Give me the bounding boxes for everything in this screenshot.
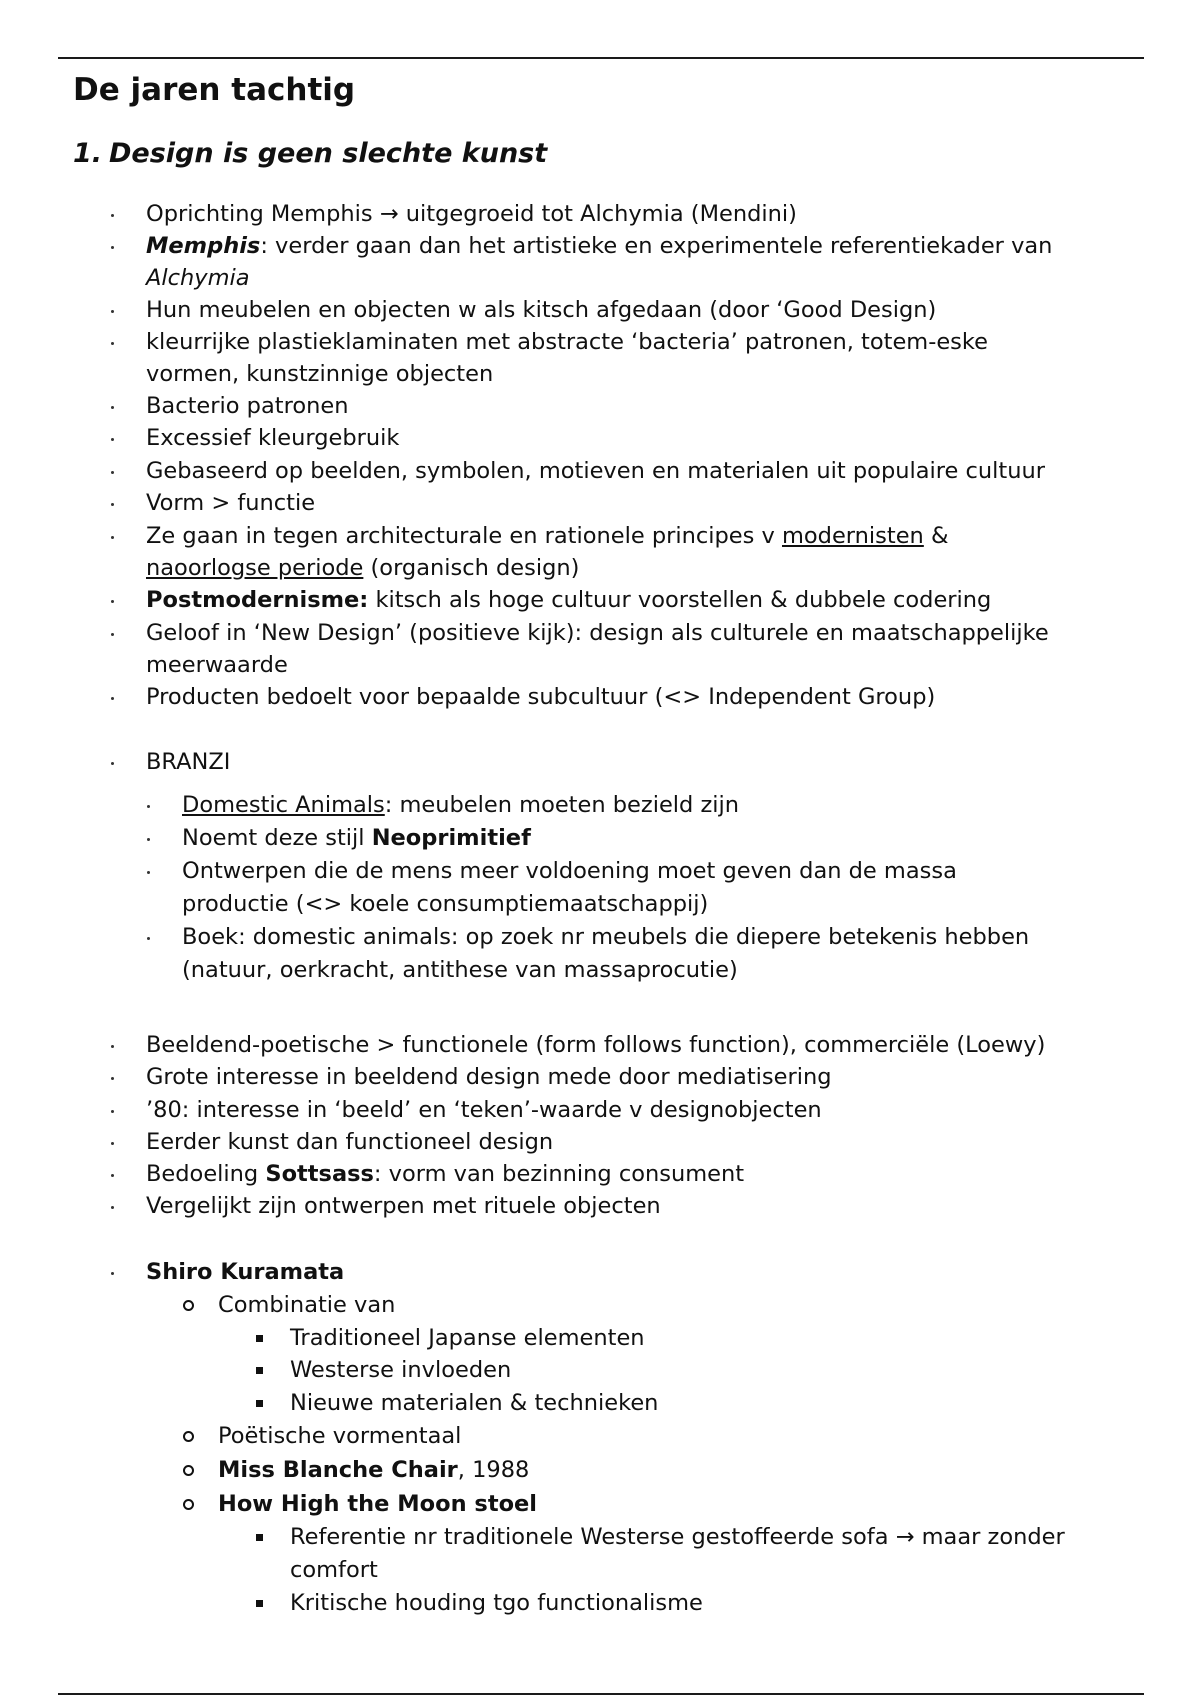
bullet-dot xyxy=(147,871,150,874)
sub-sub-list-item: Kritische houding tgo functionalisme xyxy=(290,1590,703,1616)
list-item xyxy=(146,230,1052,262)
square-bullet xyxy=(256,1400,263,1407)
list-item-continuation xyxy=(146,552,579,584)
bullet-dot xyxy=(111,310,114,313)
bottom-rule xyxy=(58,1693,1144,1695)
list-item-text: kitsch als hoge cultuur voorstellen & dubbele codering xyxy=(368,587,992,613)
list-item: Grote interesse in beeldend design mede door mediatisering xyxy=(146,1064,832,1090)
sub-list-item: Poëtische vormentaal xyxy=(218,1423,462,1449)
bullet-dot xyxy=(111,536,114,539)
list-item-text: Bedoeling xyxy=(146,1161,266,1187)
bullet-dot xyxy=(111,503,114,506)
circle-bullet xyxy=(183,1300,194,1311)
bullet-dot xyxy=(111,1272,114,1275)
term-neoprimitief: Neoprimitief xyxy=(371,825,531,851)
list-item xyxy=(146,1158,744,1190)
list-item xyxy=(146,520,949,552)
term-domestic-animals: Domestic Animals xyxy=(182,792,385,818)
bullet-dot xyxy=(111,633,114,636)
square-bullet xyxy=(256,1600,263,1607)
list-item: Excessief kleurgebruik xyxy=(146,425,400,451)
bullet-dot xyxy=(111,1045,114,1048)
bullet-dot xyxy=(111,600,114,603)
list-item-continuation: Alchymia xyxy=(146,265,250,291)
sub-list-item: Combinatie van xyxy=(218,1292,396,1318)
term-miss-blanche-chair: Miss Blanche Chair xyxy=(218,1457,458,1483)
bullet-dot xyxy=(111,762,114,765)
sub-list-item: Boek: domestic animals: op zoek nr meubels die diepere betekenis hebben xyxy=(182,924,1030,950)
list-item: Geloof in ‘New Design’ (positieve kijk): design als culturele en maatschappelijke xyxy=(146,620,1049,646)
list-item: Eerder kunst dan functioneel design xyxy=(146,1129,554,1155)
list-item-continuation: vormen, kunstzinnige objecten xyxy=(146,361,494,387)
list-item: Oprichting Memphis → uitgegroeid tot Alchymia (Mendini) xyxy=(146,201,797,227)
bullet-dot xyxy=(111,471,114,474)
bullet-dot xyxy=(111,406,114,409)
circle-bullet xyxy=(183,1465,194,1476)
bullet-dot xyxy=(111,1206,114,1209)
top-rule xyxy=(58,57,1144,59)
list-item: Hun meubelen en objecten w als kitsch afgedaan (door ‘Good Design) xyxy=(146,297,937,323)
term-modernisten: modernisten xyxy=(782,523,924,549)
list-item-text: : meubelen moeten bezield zijn xyxy=(384,792,740,818)
list-item-continuation: meerwaarde xyxy=(146,652,288,678)
term-naoorlogse-periode: naoorlogse periode xyxy=(146,555,364,581)
bullet-dot xyxy=(111,1110,114,1113)
sub-list-item: How High the Moon stoel xyxy=(218,1491,538,1517)
circle-bullet xyxy=(183,1431,194,1442)
sub-list-item-continuation: (natuur, oerkracht, antithese van massaprocutie) xyxy=(182,957,738,983)
square-bullet xyxy=(256,1534,263,1541)
term-postmodernisme: Postmodernisme: xyxy=(146,587,369,613)
list-item-kuramata: Shiro Kuramata xyxy=(146,1259,345,1285)
bullet-dot xyxy=(111,1077,114,1080)
list-item: Vergelijkt zijn ontwerpen met rituele objecten xyxy=(146,1193,661,1219)
list-item: kleurrijke plastieklaminaten met abstracte ‘bacteria’ patronen, totem-eske xyxy=(146,329,988,355)
sub-sub-list-item: Referentie nr traditionele Westerse gestoffeerde sofa → maar zonder xyxy=(290,1524,1065,1550)
sub-list-item-continuation: productie (<> koele consumptiemaatschappij) xyxy=(182,891,709,917)
bullet-dot xyxy=(111,1174,114,1177)
bullet-dot xyxy=(111,214,114,217)
bullet-dot xyxy=(147,805,150,808)
bullet-dot xyxy=(147,937,150,940)
bullet-dot xyxy=(111,438,114,441)
list-item-branzi: BRANZI xyxy=(146,749,231,775)
list-item: ’80: interesse in ‘beeld’ en ‘teken’-waarde v designobjecten xyxy=(146,1097,822,1123)
bullet-dot xyxy=(111,246,114,249)
circle-bullet xyxy=(183,1499,194,1510)
bullet-dot xyxy=(111,697,114,700)
section-title: Design is geen slechte kunst xyxy=(109,138,548,169)
list-item-text: : verder gaan dan het artistieke en experimentele referentiekader van xyxy=(260,233,1053,259)
list-item: Gebaseerd op beelden, symbolen, motieven en materialen uit populaire cultuur xyxy=(146,458,1046,484)
list-item-text: Ze gaan in tegen architecturale en rationele principes v xyxy=(146,523,782,549)
sub-sub-list-item: Nieuwe materialen & technieken xyxy=(290,1390,659,1416)
section-heading xyxy=(73,136,547,172)
square-bullet xyxy=(256,1335,263,1342)
sub-sub-list-item: Traditioneel Japanse elementen xyxy=(290,1325,645,1351)
sub-sub-list-item: Westerse invloeden xyxy=(290,1357,512,1383)
list-item-text: (organisch design) xyxy=(363,555,580,581)
list-item xyxy=(146,584,991,616)
sub-list-item xyxy=(182,789,739,821)
sub-sub-list-item-continuation: comfort xyxy=(290,1557,378,1583)
list-item: Producten bedoelt voor bepaalde subcultuur (<> Independent Group) xyxy=(146,684,936,710)
term-sottsass: Sottsass xyxy=(265,1161,374,1187)
section-number: 1. xyxy=(73,138,103,169)
page-title: De jaren tachtig xyxy=(73,72,356,108)
sub-list-item xyxy=(182,822,531,854)
list-item: Vorm > functie xyxy=(146,490,316,516)
list-item-text: : vorm van bezinning consument xyxy=(373,1161,745,1187)
bullet-dot xyxy=(111,342,114,345)
bullet-dot xyxy=(147,838,150,841)
bullet-dot xyxy=(111,1142,114,1145)
sub-list-item: Ontwerpen die de mens meer voldoening moet geven dan de massa xyxy=(182,858,957,884)
square-bullet xyxy=(256,1367,263,1374)
list-item-text: & xyxy=(923,523,949,549)
list-item-text: , 1988 xyxy=(457,1457,530,1483)
list-item: Beeldend-poetische > functionele (form follows function), commerciële (Loewy) xyxy=(146,1032,1046,1058)
term-memphis: Memphis xyxy=(146,233,261,259)
list-item-text: Noemt deze stijl xyxy=(182,825,372,851)
sub-list-item xyxy=(218,1454,529,1486)
list-item: Bacterio patronen xyxy=(146,393,349,419)
